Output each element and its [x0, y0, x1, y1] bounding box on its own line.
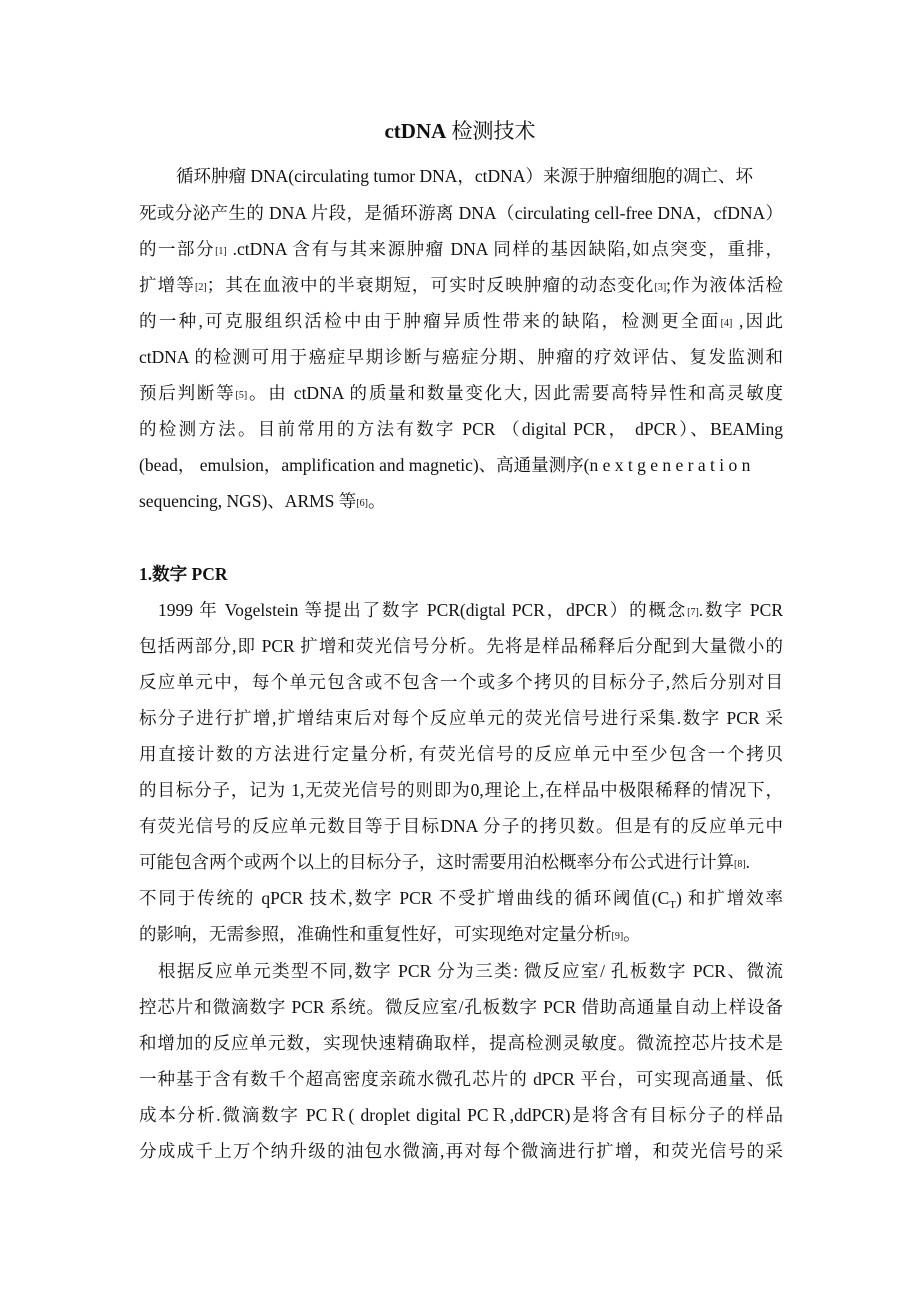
citation-ref: [2] [194, 282, 207, 293]
section1-line [139, 706, 783, 730]
text-run: ctDNA 的检测可用于癌症早期诊断与癌症分期、肿瘤的疗效评估、复发监测和 [139, 347, 783, 367]
citation-ref: [9] [611, 931, 624, 942]
text-run: 有荧光信号的反应单元数目等于目标DNA 分子的拷贝数。但是有的反应单元中 [139, 816, 783, 836]
text-run: 扩增等 [139, 275, 195, 295]
text-run: 根据反应单元类型不同,数字 PCR 分为三类: 微反应室/ 孔板数字 PCR、微流 [158, 961, 783, 981]
text-run: 死或分泌产生的 DNA 片段，是循环游离 DNA（circulating cell-free DNA，cfDNA） [139, 203, 783, 223]
section1-line [139, 850, 750, 877]
section1-line [139, 814, 783, 838]
intro-line [139, 417, 783, 441]
text-run: 1999 年 Vogelstein 等提出了数字 PCR(digtal PCR，dPCR）的概念 [158, 600, 688, 620]
section1-line [158, 598, 783, 625]
text-run: .ctDNA 含有与其来源肿瘤 DNA 同样的基因缺陷,如点突变，重排， [226, 239, 784, 259]
section2-line [139, 995, 783, 1019]
citation-ref: [4] [720, 318, 733, 329]
text-run: 可能包含两个或两个以上的目标分子，这时需要用泊松概率分布公式进行计算 [139, 852, 734, 872]
title-bold: ctDNA [384, 119, 447, 143]
title-rest: 检测技术 [446, 119, 536, 143]
text-run: . [745, 852, 751, 872]
text-run: .数字 PCR [698, 600, 783, 620]
text-run: ) 和扩增效率 [675, 888, 784, 908]
text-run: 和增加的反应单元数，实现快速精确取样，提高检测灵敏度。微流控芯片技术是 [139, 1033, 783, 1053]
citation-ref: [5] [235, 390, 248, 401]
text-run: 控芯片和微滴数字 PCR 系统。微反应室/孔板数字 PCR 借助高通量自动上样设备 [139, 997, 783, 1017]
text-run: 反应单元中，每个单元包含或不包含一个或多个拷贝的目标分子,然后分别对目 [139, 672, 783, 692]
intro-line [139, 273, 783, 300]
text-run: 包括两部分,即 PCR 扩增和荧光信号分析。先将是样品稀释后分配到大量微小的 [139, 636, 783, 656]
intro-line [139, 201, 783, 225]
text-run: sequencing, NGS)、ARMS 等 [139, 491, 357, 511]
section2-line [158, 959, 783, 983]
section2-line [139, 1103, 783, 1127]
text-run: 的一种,可克服组织活检中由于肿瘤异质性带来的缺陷，检测更全面 [139, 311, 721, 331]
intro-line [139, 309, 783, 336]
section-heading-digital-pcr: 1.数字 PCR [139, 564, 228, 584]
citation-ref: [7] [687, 607, 699, 618]
text-run: 。 [367, 491, 386, 511]
section1-line [139, 670, 783, 694]
section2-line [139, 1031, 783, 1055]
section1-line [139, 886, 783, 917]
citation-ref: [1] [215, 246, 227, 257]
text-run: 标分子进行扩增,扩增结束后对每个反应单元的荧光信号进行采集.数字 PCR 采 [139, 708, 783, 728]
text-run: 循环肿瘤 DNA(circulating tumor DNA，ctDNA）来源于肿瘤细胞的凋亡、坏 [176, 166, 753, 186]
text-run: 用直接计数的方法进行定量分析, 有荧光信号的反应单元中至少包含一个拷贝 [139, 744, 783, 764]
text-run: (bead， emulsion，amplification and magnetic)、高通量测序(n e x t g e n e r a t i o n [139, 455, 751, 475]
text-run: 成本分析.微滴数字 PCＲ( droplet digital PCＲ,ddPCR)是将含有目标分子的样品 [139, 1105, 783, 1125]
intro-line [139, 345, 783, 369]
text-run: 。 [623, 924, 641, 944]
text-run: 分成成千上万个纳升级的油包水微滴,再对每个微滴进行扩增，和荧光信号的采 [139, 1141, 783, 1161]
text-run: 预后判断等 [139, 383, 236, 403]
text-run: 的一部分 [139, 239, 216, 259]
intro-line [139, 453, 750, 477]
citation-ref: [8] [734, 859, 746, 870]
text-run: ；其在血液中的半衰期短，可实时反映肿瘤的动态变化 [206, 275, 655, 295]
citation-ref: [6] [356, 498, 368, 509]
intro-line [139, 489, 385, 516]
section1-line [139, 778, 783, 802]
text-run: ;作为液体活检 [666, 275, 783, 295]
section2-line [139, 1139, 783, 1163]
section2-line [139, 1067, 783, 1091]
section1-line [139, 742, 783, 766]
citation-ref: [3] [654, 282, 667, 293]
subscript: T [669, 899, 676, 911]
text-run: 的检测方法。目前常用的方法有数字 PCR （digital PCR， dPCR）、BEAMing [139, 419, 783, 439]
document-title [0, 117, 920, 145]
intro-line [139, 381, 783, 408]
text-run: 的目标分子，记为 1,无荧光信号的则即为0,理论上,在样品中极限稀释的情况下， [139, 780, 783, 800]
text-run: 不同于传统的 qPCR 技术,数字 PCR 不受扩增曲线的循环阈值(C [139, 888, 670, 908]
intro-line [176, 164, 753, 188]
text-run: 。由 ctDNA 的质量和数量变化大, 因此需要高特异性和高灵敏度 [247, 383, 784, 403]
intro-line [139, 237, 783, 264]
text-run: 的影响，无需参照，准确性和重复性好，可实现绝对定量分析 [139, 924, 612, 944]
section1-line [139, 922, 641, 949]
text-run: 一种基于含有数千个超高密度亲疏水微孔芯片的 dPCR 平台，可实现高通量、低 [139, 1069, 783, 1089]
section1-line [139, 634, 783, 658]
text-run: ,因此 [732, 311, 784, 331]
